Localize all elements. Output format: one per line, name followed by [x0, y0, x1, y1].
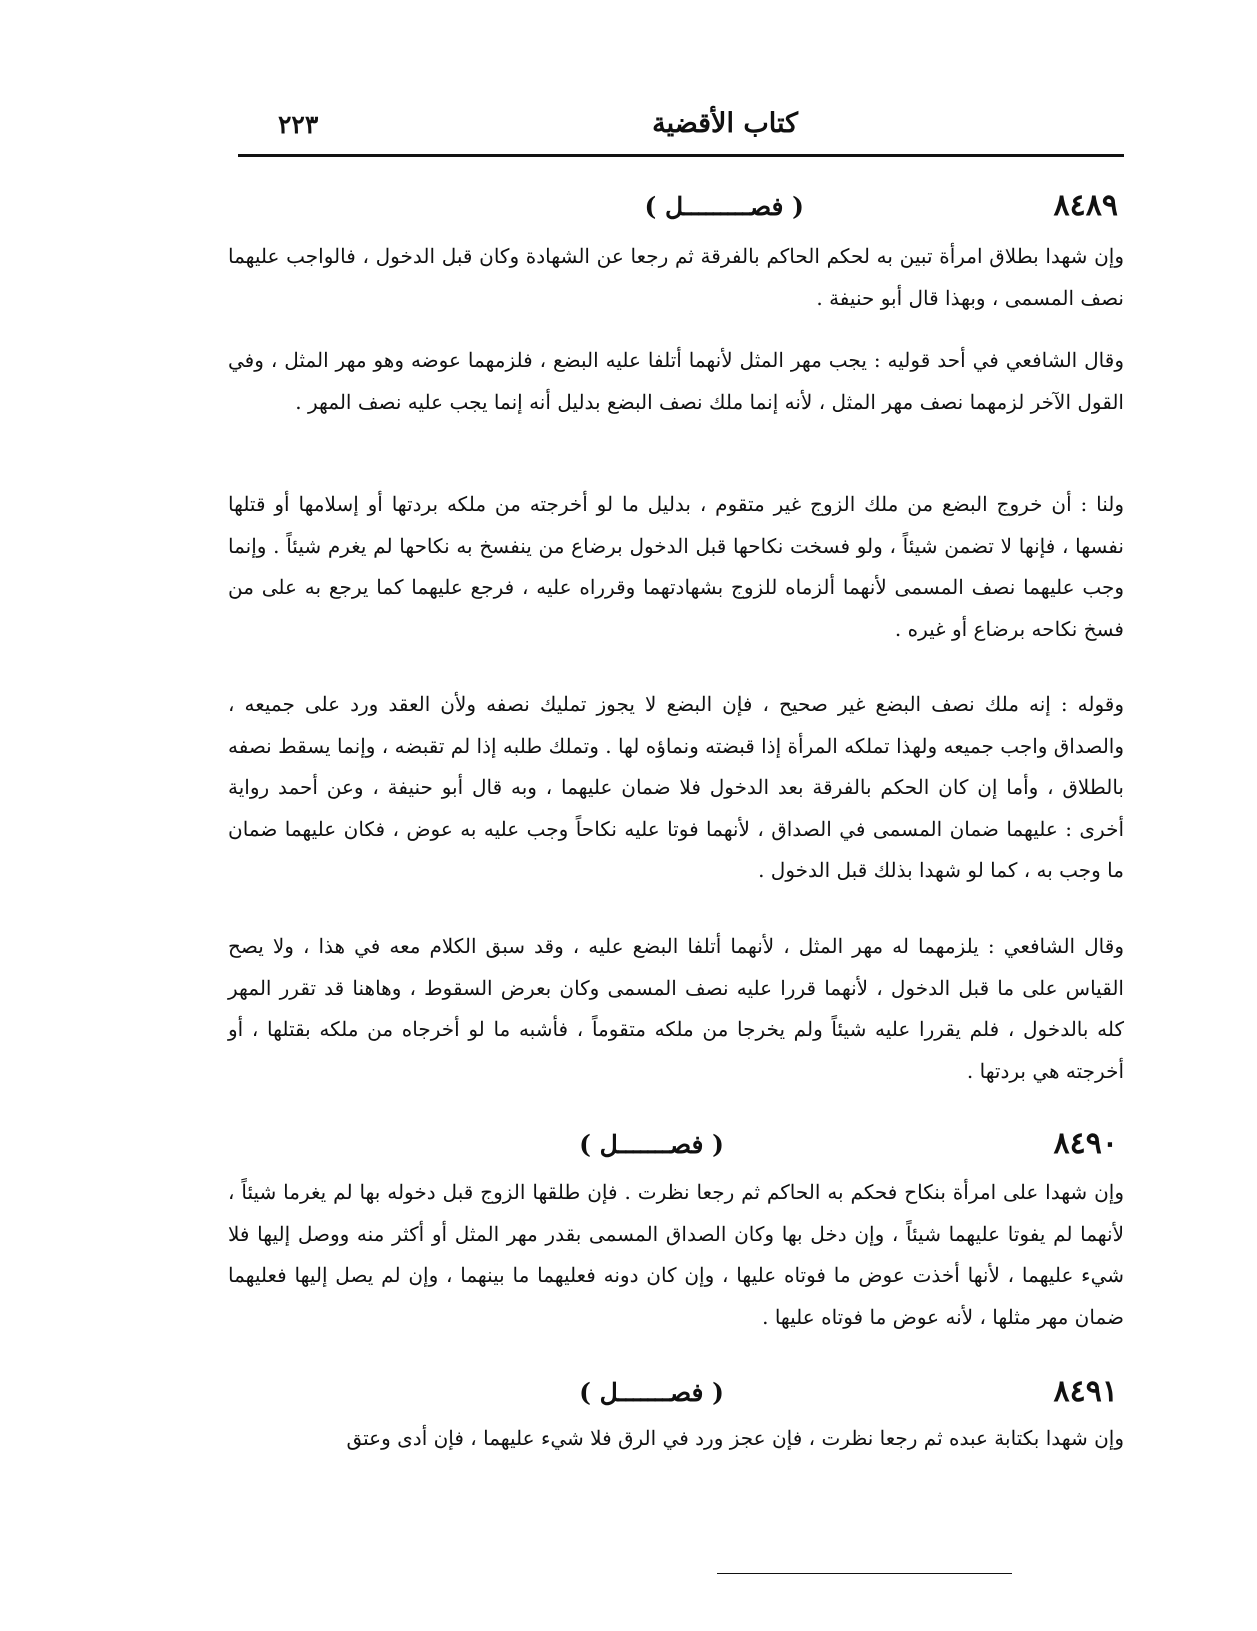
section-number: ٨٤٩٠ [1053, 1126, 1118, 1161]
paragraph-text: وإن شهدا بطلاق امرأة تبين به لحكم الحاكم بالفرقة ثم رجعا عن الشهادة وكان قبل الدخول ، فالواجب عليهما نصف المسمى ، وبهذا قال أبو حنيفة . [228, 244, 1124, 310]
section-title: ( فصـــــــل ) [579, 1130, 724, 1159]
paragraph-text: وقوله : إنه ملك نصف البضع غير صحيح ، فإن البضع لا يجوز تمليك نصفه ولأن العقد ورد على جميعه ، والصداق واجب جميعه ولهذا تملكه المرأة إذا قبضته ونماؤه لها . وتملك طلبه إذا لم تقبضه ، وإنما يسقط نصفه بالطلاق ، وأما إن كان الحكم بالفرقة بعد الدخول فلا ضمان عليهما ، وبه قال أبو حنيفة ، وعن أحمد رواية أخرى : عليهما ضمان المسمى في الصداق ، لأنهما فوتا عليه نكاحاً وجب عليه به عوض ، فكان عليهما ضمان ما وجب به ، كما لو شهدا بذلك قبل الدخول . [228, 692, 1124, 882]
header-rule [238, 154, 1124, 157]
paragraph-text: ولنا : أن خروج البضع من ملك الزوج غير متقوم ، بدليل ما لو أخرجته من ملكه بردتها أو إسلامها أو قتلها نفسها ، فإنها لا تضمن شيئاً ، ولو فسخت نكاحها قبل الدخول برضاع من ينفسخ به نكاحها لم يغرم شيئاً . وإنما وجب عليهما نصف المسمى لأنهما ألزماه للزوج بشهادتهما وقرراه عليه ، فرجع عليهما كما يرجع به على من فسخ نكاحه برضاع أو غيره . [228, 492, 1125, 641]
running-title: كتاب الأقضية [652, 108, 798, 139]
paragraph-text: وقال الشافعي في أحد قوليه : يجب مهر المثل لأنهما أتلفا عليه البضع ، فلزمهما عوضه وهو مهر المثل ، وفي القول الآخر لزمهما نصف مهر المثل ، لأنه إنما ملك نصف البضع بدليل أنه إنما يجب عليه نصف المهر . [228, 348, 1124, 414]
section-number: ٨٤٩١ [1053, 1374, 1118, 1409]
page-number: ٢٢٣ [278, 110, 319, 139]
paragraph [228, 236, 1124, 319]
footnote-rule [717, 1573, 1012, 1574]
section-title: ( فصـــــــــل ) [644, 192, 804, 221]
section-heading [228, 188, 1124, 234]
paragraph [228, 926, 1124, 1092]
paragraph [228, 340, 1124, 423]
paragraph [228, 484, 1124, 650]
page-header [238, 104, 1124, 154]
paragraph [228, 1418, 1124, 1460]
paragraph-text: وقال الشافعي : يلزمهما له مهر المثل ، لأنهما أتلفا البضع عليه ، وقد سبق الكلام معه في هذا ، ولا يصح القياس على ما قبل الدخول ، لأنهما قررا عليه نصف المسمى وكان بعرض السقوط ، وهاهنا قد تقرر المهر كله بالدخول ، فلم يقررا عليه شيئاً ولم يخرجا من ملكه متقوماً ، فأشبه ما لو أخرجاه من ملكه بقتلها ، أو أخرجته هي بردتها . [228, 934, 1124, 1083]
section-number: ٨٤٨٩ [1053, 188, 1118, 223]
section-heading [228, 1126, 1124, 1172]
section-heading [228, 1374, 1124, 1420]
paragraph-text: وإن شهدا بكتابة عبده ثم رجعا نظرت ، فإن عجز ورد في الرق فلا شيء عليهما ، فإن أدى وعتق [346, 1426, 1124, 1450]
paragraph [228, 1172, 1124, 1338]
section-title: ( فصـــــــل ) [579, 1378, 724, 1407]
paragraph-text: وإن شهدا على امرأة بنكاح فحكم به الحاكم ثم رجعا نظرت . فإن طلقها الزوج قبل دخوله بها لم يغرما شيئاً ، لأنهما لم يفوتا عليهما شيئاً ، وإن دخل بها وكان الصداق المسمى بقدر مهر المثل أو أكثر منه ووصل إليها فلا شيء عليهما ، لأنها أخذت عوض ما فوتاه عليها ، وإن كان دونه فعليهما ما بينهما ، وإن لم يصل إليها فعليهما ضمان مهر مثلها ، لأنه عوض ما فوتاه عليها . [228, 1180, 1125, 1329]
paragraph [228, 684, 1124, 892]
